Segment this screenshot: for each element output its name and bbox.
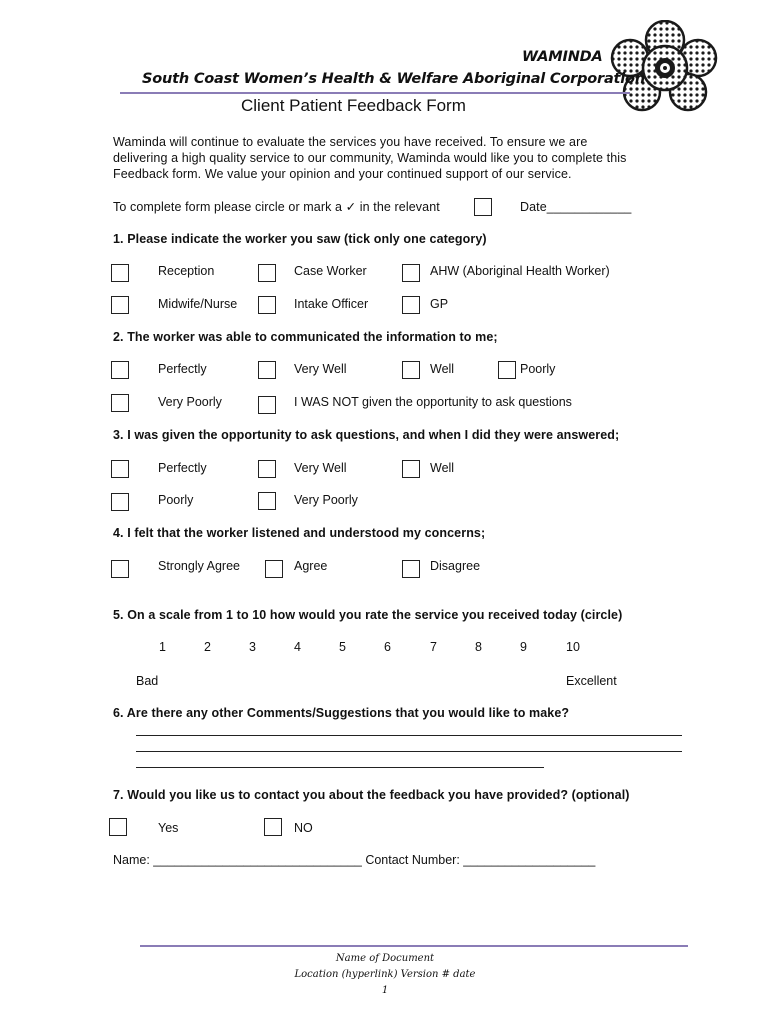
footer-location: Location (hyperlink) Version # date [294, 969, 476, 980]
waminda-flower-logo [610, 20, 720, 115]
intro-line-3: Feedback form. We value your opinion and your continued support of our service. [113, 167, 572, 181]
scale-low-label: Bad [136, 674, 159, 688]
q1-checkbox-midwife[interactable] [111, 296, 129, 314]
header-divider [120, 92, 630, 94]
q1-checkbox-intake[interactable] [258, 296, 276, 314]
scale-2[interactable]: 2 [204, 640, 211, 654]
q1-checkbox-reception[interactable] [111, 264, 129, 282]
scale-6[interactable]: 6 [384, 640, 391, 654]
date-field[interactable]: Date____________ [520, 200, 632, 214]
q1-label-gp: GP [430, 297, 449, 311]
q2-label-very-well: Very Well [294, 362, 347, 376]
question-6: 6. Are there any other Comments/Suggestions that you would like to make? [113, 706, 570, 720]
question-1: 1. Please indicate the worker you saw (tick only one category) [113, 232, 487, 246]
comment-line-2[interactable] [136, 751, 682, 752]
question-2: 2. The worker was able to communicated the information to me; [113, 330, 498, 344]
q1-checkbox-gp[interactable] [402, 296, 420, 314]
q2-checkbox-not-given[interactable] [258, 396, 276, 414]
contact-fields[interactable]: Name: ______________________________ Contact Number: ___________________ [113, 853, 596, 867]
q2-label-poorly: Poorly [520, 362, 556, 376]
scale-10[interactable]: 10 [566, 640, 580, 654]
example-checkbox[interactable] [474, 198, 492, 216]
scale-5[interactable]: 5 [339, 640, 346, 654]
comment-line-3[interactable] [136, 767, 544, 768]
q7-label-yes: Yes [158, 821, 179, 835]
scale-1[interactable]: 1 [159, 640, 166, 654]
instruction-text: To complete form please circle or mark a ✓ in the relevant [113, 200, 440, 214]
q4-checkbox-agree[interactable] [265, 560, 283, 578]
intro-line-1: Waminda will continue to evaluate the services you have received. To ensure we are [113, 135, 588, 149]
q2-label-well: Well [430, 362, 455, 376]
q1-label-ahw: AHW (Aboriginal Health Worker) [430, 264, 610, 278]
q1-label-intake: Intake Officer [294, 297, 369, 311]
q4-label-disagree: Disagree [430, 559, 481, 573]
q3-checkbox-well[interactable] [402, 460, 420, 478]
q2-checkbox-very-well[interactable] [258, 361, 276, 379]
q2-checkbox-poorly[interactable] [498, 361, 516, 379]
q2-checkbox-perfectly[interactable] [111, 361, 129, 379]
q3-label-very-poorly: Very Poorly [294, 493, 358, 507]
q2-checkbox-very-poorly[interactable] [111, 394, 129, 412]
page-number: 1 [381, 985, 389, 996]
question-3: 3. I was given the opportunity to ask questions, and when I did they were answered; [113, 428, 620, 442]
q2-checkbox-well[interactable] [402, 361, 420, 379]
question-7: 7. Would you like us to contact you about the feedback you have provided? (optional) [113, 788, 630, 802]
scale-high-label: Excellent [566, 674, 617, 688]
q7-checkbox-yes[interactable] [109, 818, 127, 836]
question-4: 4. I felt that the worker listened and understood my concerns; [113, 526, 486, 540]
q3-label-perfectly: Perfectly [158, 461, 207, 475]
org-full-name: South Coast Women’s Health & Welfare Aboriginal Corporation [142, 71, 645, 87]
question-5: 5. On a scale from 1 to 10 how would you rate the service you received today (circle) [113, 608, 623, 622]
q3-checkbox-perfectly[interactable] [111, 460, 129, 478]
scale-7[interactable]: 7 [430, 640, 437, 654]
q1-label-midwife: Midwife/Nurse [158, 297, 238, 311]
scale-3[interactable]: 3 [249, 640, 256, 654]
q3-checkbox-very-well[interactable] [258, 460, 276, 478]
comment-line-1[interactable] [136, 735, 682, 736]
footer-doc-name: Name of Document [335, 953, 435, 964]
q2-label-very-poorly: Very Poorly [158, 395, 222, 409]
q4-label-agree: Agree [294, 559, 328, 573]
q7-label-no: NO [294, 821, 313, 835]
footer-divider [140, 945, 688, 947]
q1-checkbox-case-worker[interactable] [258, 264, 276, 282]
q1-label-case-worker: Case Worker [294, 264, 367, 278]
q7-checkbox-no[interactable] [264, 818, 282, 836]
scale-9[interactable]: 9 [520, 640, 527, 654]
q4-checkbox-strongly-agree[interactable] [111, 560, 129, 578]
q3-checkbox-very-poorly[interactable] [258, 492, 276, 510]
form-title: Client Patient Feedback Form [241, 96, 466, 115]
q3-label-very-well: Very Well [294, 461, 347, 475]
q3-checkbox-poorly[interactable] [111, 493, 129, 511]
q1-checkbox-ahw[interactable] [402, 264, 420, 282]
org-name: WAMINDA [522, 49, 603, 65]
q2-label-not-given: I WAS NOT given the opportunity to ask questions [294, 395, 572, 409]
q1-label-reception: Reception [158, 264, 215, 278]
q4-checkbox-disagree[interactable] [402, 560, 420, 578]
q3-label-poorly: Poorly [158, 493, 194, 507]
scale-8[interactable]: 8 [475, 640, 482, 654]
scale-4[interactable]: 4 [294, 640, 301, 654]
q4-label-strongly-agree: Strongly Agree [158, 559, 240, 573]
intro-line-2: delivering a high quality service to our community, Waminda would like you to complete this [113, 151, 627, 165]
q2-label-perfectly: Perfectly [158, 362, 207, 376]
q3-label-well: Well [430, 461, 455, 475]
